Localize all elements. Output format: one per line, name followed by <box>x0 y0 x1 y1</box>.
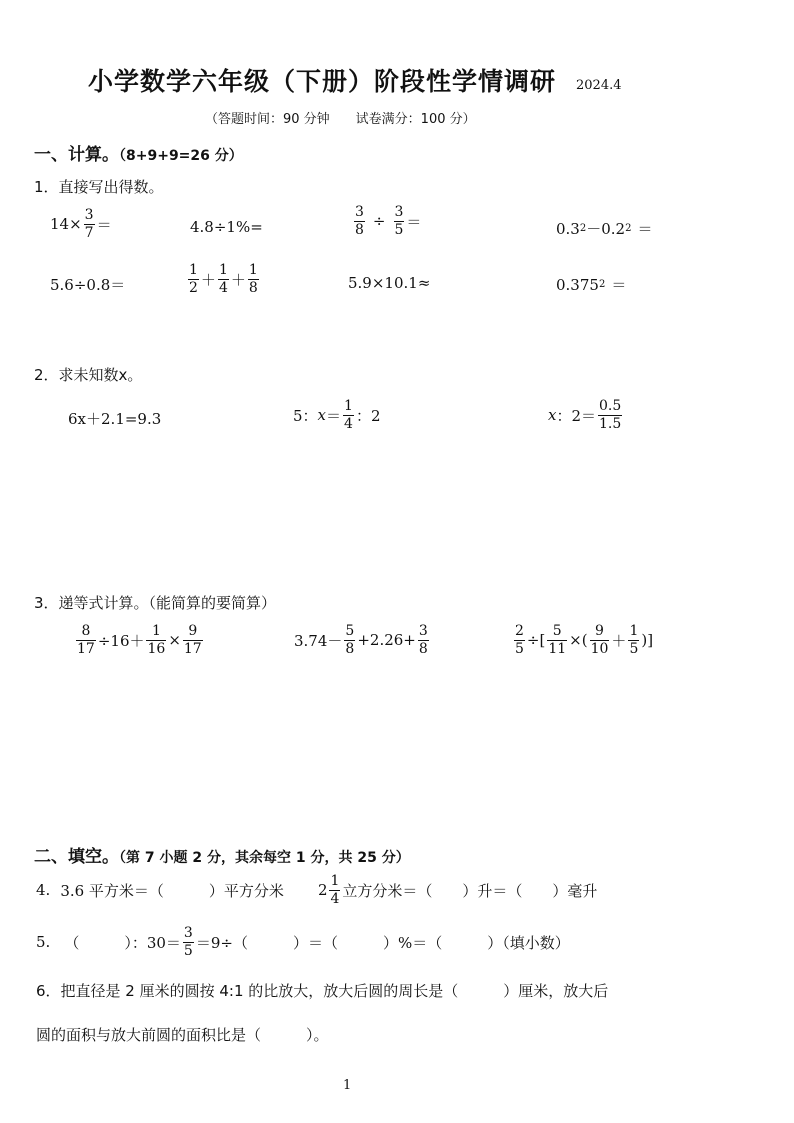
calc-item-3a <box>74 624 205 656</box>
numerator: 3 <box>418 623 428 639</box>
calc-item-1h <box>556 274 626 295</box>
exponent: 2 <box>598 279 606 290</box>
denominator: 5 <box>629 640 639 657</box>
denominator: 7 <box>84 224 94 241</box>
numerator: 9 <box>595 623 604 639</box>
numerator: 5 <box>345 623 355 639</box>
denominator: 8 <box>418 640 428 657</box>
expr-text: ÷[ <box>526 631 546 650</box>
calc-item-3c <box>512 624 653 656</box>
denominator: 17 <box>183 640 202 657</box>
question-1-label: 1．直接写出得数。 <box>34 178 164 196</box>
denominator: 2 <box>189 279 198 296</box>
fraction <box>547 624 567 656</box>
expr-text: 0.375 <box>556 275 599 294</box>
calc-item-1f <box>186 263 261 295</box>
fraction <box>354 205 365 237</box>
calc-item-1b: 4.8÷1%= <box>190 218 263 236</box>
section-two-header <box>34 842 410 867</box>
denominator: 4 <box>218 279 228 296</box>
expr-text: × <box>168 631 181 650</box>
expr-text: )] <box>641 631 654 650</box>
question-text: （ ）：30＝ <box>64 933 181 952</box>
calc-item-1a <box>50 208 112 240</box>
expr-text: ＝ <box>96 215 112 234</box>
numerator: 3 <box>355 204 364 220</box>
expr-text: －0.2 <box>586 220 626 238</box>
numerator: 1 <box>189 262 198 278</box>
fraction <box>590 624 610 656</box>
fraction <box>344 624 355 656</box>
fraction <box>84 208 95 240</box>
numerator: 3 <box>84 207 94 223</box>
section-two-heading: 二、填空。 <box>34 847 119 867</box>
denominator: 5 <box>394 221 404 238</box>
calc-item-3b <box>294 624 431 656</box>
calc-item-1g: 5.9×10.1≈ <box>348 274 431 292</box>
expr-text: ÷16＋ <box>97 631 145 650</box>
equation-2b <box>293 399 381 431</box>
denominator: 8 <box>355 221 364 238</box>
fraction <box>394 205 405 237</box>
numerator: 0.5 <box>599 398 622 414</box>
question-6-line-1: 6．把直径是 2 厘米的圆按 4:1 的比放大，放大后圆的周长是（ ）厘米，放大后 <box>36 982 609 1000</box>
section-one-points: （8+9+9=26 分） <box>119 148 243 164</box>
fraction <box>218 263 229 295</box>
equation-2c <box>548 399 624 431</box>
numerator: 5 <box>552 623 562 639</box>
fraction <box>418 624 429 656</box>
exam-date: 2024.4 <box>576 78 622 93</box>
question-5 <box>36 926 570 958</box>
expr-text: ＋ <box>200 270 216 289</box>
expr-text: ＝ <box>406 212 422 231</box>
fraction <box>146 624 166 656</box>
question-3-label: 3．递等式计算。（能简算的要简算） <box>34 594 277 612</box>
denominator: 11 <box>548 640 567 657</box>
fraction <box>183 624 203 656</box>
question-6-line-2: 圆的面积与放大前圆的面积比是（ ）。 <box>36 1026 329 1044</box>
calc-item-1c <box>352 205 421 237</box>
denominator: 8 <box>248 279 258 296</box>
denominator: 17 <box>77 640 95 657</box>
question-text: 3.6 平方米＝（ ）平方分米 <box>60 881 284 900</box>
numerator: 1 <box>330 873 340 889</box>
fraction <box>514 624 525 656</box>
expr-text: +2.26+ <box>357 631 416 650</box>
fraction <box>329 874 340 906</box>
equation-2a: 6x＋2.1=9.3 <box>68 410 162 428</box>
fraction <box>248 263 259 295</box>
section-two-points: （第 7 小题 2 分，其余每空 1 分，共 25 分） <box>119 850 410 866</box>
question-number: 5. <box>36 933 51 952</box>
calc-item-1d <box>556 218 652 239</box>
expr-text: ＝ <box>611 276 627 294</box>
denominator: 16 <box>147 640 166 657</box>
fraction <box>76 624 96 656</box>
mixed-whole: 2 <box>317 881 328 900</box>
exponent: 2 <box>625 223 632 234</box>
denominator: 10 <box>590 640 609 657</box>
question-text: 立方分米＝（ ）升＝（ ）毫升 <box>342 881 598 900</box>
variable: x <box>317 406 327 425</box>
question-number: 4. <box>36 881 51 900</box>
expr-text: 14× <box>50 215 82 234</box>
calc-item-1e: 5.6÷0.8＝ <box>50 276 126 294</box>
denominator: 5 <box>515 640 524 657</box>
section-one-heading: 一、计算。 <box>34 145 119 165</box>
numerator: 9 <box>188 623 198 639</box>
numerator: 2 <box>515 623 524 639</box>
denominator: 1.5 <box>599 415 622 432</box>
fraction <box>598 399 622 431</box>
expr-text: 5： <box>293 406 318 425</box>
numerator: 3 <box>183 925 193 941</box>
fraction <box>343 399 354 431</box>
question-text: ＝9÷（ ）＝（ ）%＝（ ）（填小数） <box>195 933 570 952</box>
numerator: 1 <box>344 398 353 414</box>
question-2-label: 2．求未知数x。 <box>34 366 143 384</box>
fraction <box>188 263 199 295</box>
fraction <box>628 624 639 656</box>
expr-text: ÷ <box>372 212 386 231</box>
page-number: 1 <box>343 1078 352 1093</box>
expr-text: ×( <box>569 631 588 650</box>
expr-text: 3.74－ <box>294 631 343 650</box>
expr-text: ＝ <box>326 406 342 425</box>
numerator: 1 <box>248 262 258 278</box>
expr-text: 0.3 <box>556 219 580 238</box>
question-4 <box>36 874 597 906</box>
numerator: 1 <box>151 623 161 639</box>
expr-text: ：2 <box>355 406 381 425</box>
expr-text: ＋ <box>230 270 246 289</box>
exam-subtitle: （答题时间：90 分钟 试卷满分：100 分） <box>205 112 476 127</box>
exam-title: 小学数学六年级（下册）阶段性学情调研 <box>88 67 557 96</box>
section-one-header <box>34 140 243 165</box>
denominator: 5 <box>183 942 193 959</box>
numerator: 3 <box>394 204 404 220</box>
variable: x <box>548 406 557 425</box>
numerator: 1 <box>629 623 639 639</box>
denominator: 4 <box>330 890 340 907</box>
expr-text: ＝ <box>637 220 653 238</box>
expr-text: ：2＝ <box>556 406 597 425</box>
expr-text: ＋ <box>611 631 627 650</box>
numerator: 8 <box>81 623 91 639</box>
denominator: 8 <box>345 640 355 657</box>
exponent: 2 <box>579 223 587 234</box>
denominator: 4 <box>344 415 353 432</box>
fraction <box>183 926 194 958</box>
numerator: 1 <box>218 262 228 278</box>
